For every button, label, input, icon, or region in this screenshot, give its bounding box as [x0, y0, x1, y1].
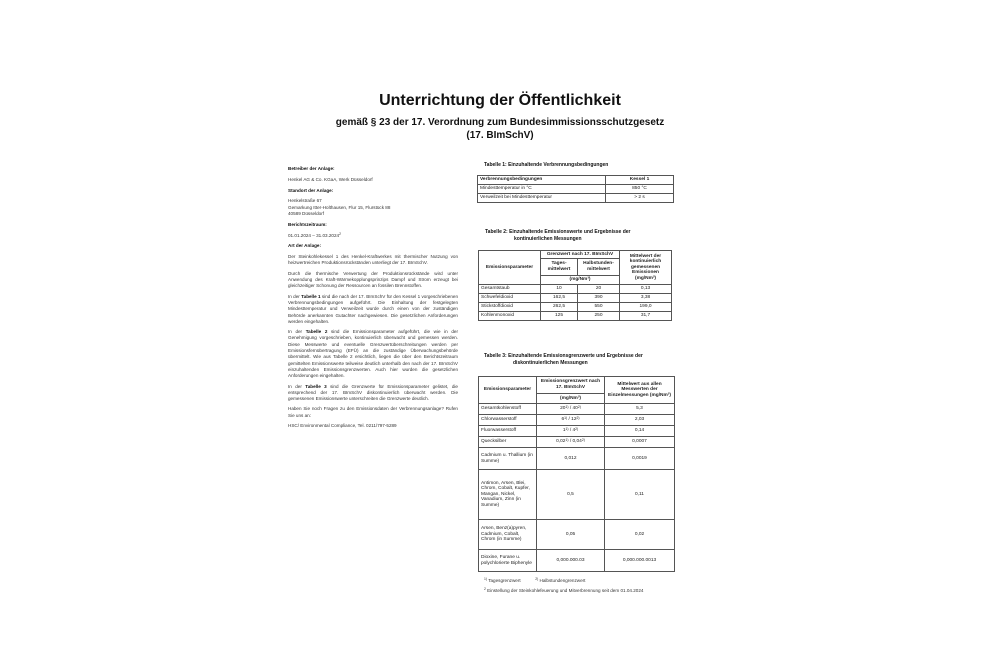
document-title: Unterrichtung der Öffentlichkeit: [379, 92, 621, 109]
table-3-header-unit: (mg/Nm³): [537, 394, 605, 404]
left-column: [288, 166, 458, 433]
operator-heading: Betreiber der Anlage:: [288, 166, 335, 171]
table-row: Chlorwasserstoff 6$^{1)}$ / 12$^{2)}$ 2,03: [479, 415, 675, 426]
site-heading: Standort der Anlage:: [288, 187, 334, 193]
table-row: Mindesttemperatur in °C 850 °C: [478, 185, 674, 194]
paragraph-2: Durch die thermische Verwertung der Produktionsrückstände wird unter Anwendung des Kraft-Wärmekopplungsprinzips Dampf und Strom erzeugt bei gleichzeitiger Schonung der Ressourcen an fossilen Brennstoffen.: [288, 270, 458, 289]
table-row: Schwefeldioxid 162,5 390 3,38: [479, 294, 672, 303]
paragraph-4: In der Tabelle 2 sind die Emissionsparameter aufgeführt, die wie in der Genehmigung vorgeschrieben, kontinuierlich überwacht und gemessen werden. Diese Messwerte und eventuelle Grenzwertüberschreitungen werden per Emissionsfernübertragung (EFÜ) an die zuständige Überwachungsbehörde übermittelt. Wie aus Tabelle 2 ersichtlich, liegen die über den Berichtszeitraum gemittelten Emissionswerte teilweise deutlich unterhalb den nach der 17. BImSchV einzuhaltenden Emissionsgrenzwerten. Auch hier wurden die gesetzlichen Anforderungen eingehalten.: [288, 329, 458, 379]
table-2: [478, 250, 672, 321]
table-row: Fluorwasserstoff 1$^{1)}$ / 4$^{2)}$ 0,14: [479, 426, 675, 437]
site-line-1: Henkelstraße 67: [288, 198, 322, 204]
table-2-header-unit: (mg/Nm³): [541, 276, 620, 285]
table-2-header-limit: Grenzwert nach 17. BImSchV: [541, 251, 620, 259]
period-heading: Berichtszeitraum:: [288, 221, 327, 227]
table-1: [477, 175, 674, 203]
paragraph-5: In der Tabelle 3 sind die Grenzwerte für Emissionsparameter gelistet, die entsprechend der 17. BImSchV diskontinuierlich überwacht werden. Die gemessenen Emissionswerte unterschreiten die Grenzwerte deutlich.: [288, 383, 458, 402]
table-row: Cadmium u. Thallium (in Summe) 0,012 0,0019: [479, 448, 675, 470]
type-heading: Art der Anlage:: [288, 243, 322, 249]
table-2-header-day: Tages-mittelwert: [541, 259, 578, 276]
operator-text: Henkel AG & Co. KGaA, Werk Düsseldorf: [288, 176, 373, 182]
table-row: Gesamtstaub 10 20 0,13: [479, 285, 672, 294]
table-row: Quecksilber 0,02$^{1)}$ / 0,04$^{2)}$ 0,0007: [479, 437, 675, 448]
table-row: Kohlenmonoxid 125 250 31,7: [479, 312, 672, 321]
table-3-title: Tabelle 3: Einzuhaltende Emissionsgrenzwerte und Ergebnisse der diskontinuierlichen Messungen: [484, 353, 643, 366]
site-line-3: 40589 Düsseldorf: [288, 210, 325, 216]
table-row: Gesamtkohlenstoff 20$^{1)}$ / 40$^{2)}$ 5,3: [479, 404, 675, 415]
footnote-1: $^{1)}$ Tagesgrenzwert $^{2)}$ Halbstundengrenzwert: [484, 577, 586, 583]
paragraph-1: Der Steinkohlekessel 1 des Henkel-Kraftwerkes mit thermischer Nutzung von heizwertreichen Produktionsrückständen unterliegt der 17. BImSchV.: [288, 254, 458, 266]
paragraph-7: HSC/ Environmental Compliance, Tel. 0211/797-5289: [288, 423, 397, 428]
table-2-title: Tabelle 2: Einzuhaltende Emissionswerte und Ergebnisse der kontinuierlichen Messungen: [485, 229, 631, 242]
document-subtitle: [0, 116, 1000, 142]
table-row: Stickstoffdioxid 262,5 550 199,0: [479, 303, 672, 312]
table-3-header-mean: Mittelwert aus allen Messwerten der Einzelmessungen (mg/Nm³): [605, 377, 675, 404]
table-3-header-limit: Emissionsgrenzwert nach 17. BImSchV: [537, 377, 605, 394]
table-2-header-half: Halbstunden-mittelwert: [578, 259, 620, 276]
table-row: Verweilzeit bei Mindesttemperatur > 2 s: [478, 194, 674, 203]
table-2-header-param: Emissionsparameter: [479, 251, 541, 285]
table-row: Antimon, Arsen, Blei, Chrom, Cobalt, Kupfer, Mangan, Nickel, Vanadium, Zinn (in Summe) 0,5 0,11: [479, 470, 675, 520]
site-line-2: Gemarkung Itter-Holthausen, Flur 15, Flurstück 88: [288, 204, 391, 210]
table-3-header-param: Emissionsparameter: [479, 377, 537, 404]
table-1-header-boiler: Kessel 1: [606, 176, 674, 185]
subtitle-line-1: gemäß § 23 der 17. Verordnung zum Bundesimmissionsschutzgesetz: [335, 117, 665, 128]
paragraph-6: Haben Sie noch Fragen zu den Emissionsdaten der Verbrennungsanlage? Rufen Sie uns an:: [288, 406, 458, 418]
period-text: 01.01.2024 – 31.03.2024$^2$: [288, 231, 341, 238]
table-row: Arsen, Benz(a)pyren, Cadmium, Cobalt, Chrom (in Summe) 0,05 0,02: [479, 520, 675, 550]
table-3: [478, 376, 675, 572]
table-row: Dioxine, Furane u. polychlorierte Biphenyle 0,000.000.03 0,000.000.0013: [479, 550, 675, 572]
table-1-header-conditions: Verbrennungsbedingungen: [478, 176, 606, 185]
paragraph-3: In der Tabelle 1 sind die nach der 17. BImSchV für den Kessel 1 vorgeschriebenen Verbrennungsbedingungen aufgeführt. Die Einhaltung der festgelegten Mindesttemperatur und Verweilzeit wurde durch einen von der zuständigen Behörde anerkannten Gutachter nachgewiesen. Die gesetzlichen Anforderungen werden eingehalten.: [288, 293, 458, 324]
subtitle-line-2: (17. BImSchV): [466, 130, 534, 141]
footnote-2: $^2$ Einstellung der Steinkohlefeuerung und Mitverbrennung seit dem 01.04.2024: [484, 587, 644, 593]
table-1-title: Tabelle 1: Einzuhaltende Verbrennungsbedingungen: [484, 162, 609, 168]
table-2-header-mean: Mittelwert der kontinuierlich gemessenen Emissionen (mg/Nm³): [620, 251, 672, 285]
